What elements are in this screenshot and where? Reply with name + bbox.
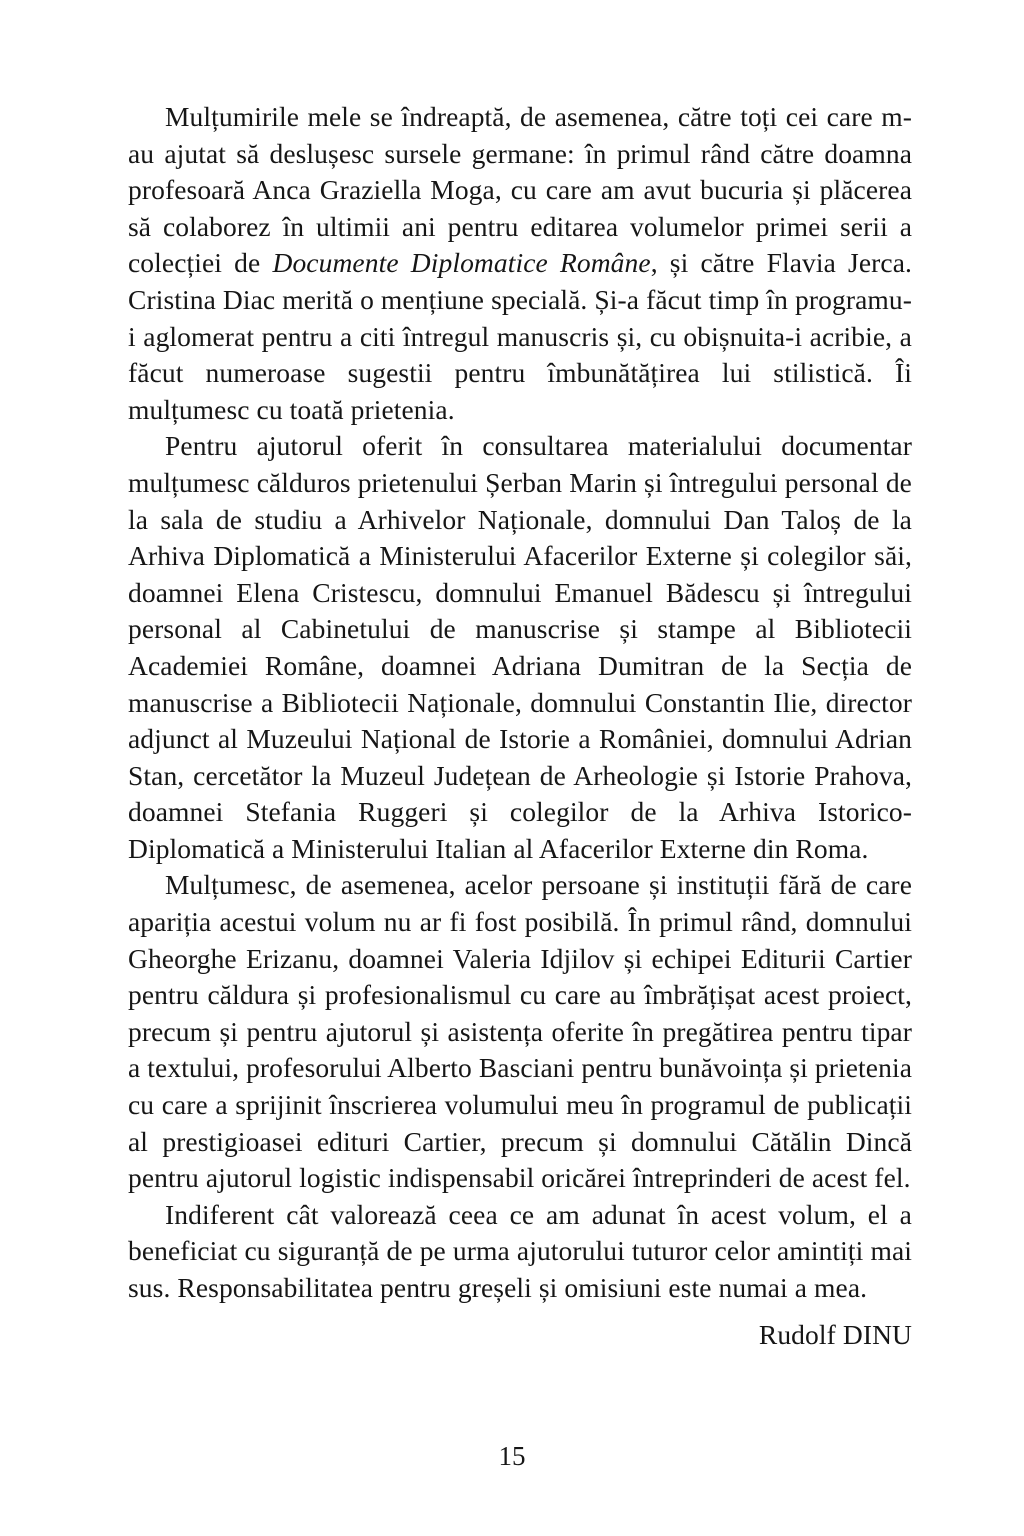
paragraph-4: Indiferent cât valorează ceea ce am adunat în acest volum, el a beneficiat cu siguranță de pe urma ajutorului tuturor celor amintiți mai sus. Responsabilitatea pentru greșeli și omisiuni este numai a mea. [128,1198,912,1303]
paragraph-3: Mulțumesc, de asemenea, acelor persoane și instituții fără de care apariția acestui volum nu ar fi fost posibilă. În primul rând, domnului Gheorghe Erizanu, doamnei Valeria Idjilov și echipei Editurii Cartier pentru căldura și profesionalismul cu care au îmbrățișat acest proiect, precum și pentru ajutorul și asistența oferite în pregătirea pentru tipar a textului, profesorului Alberto Basciani pentru bunăvoința și prietenia cu care a sprijinit înscrierea volumului meu în programul de publicații al prestigioasei edituri Cartier, precum și domnului Cătălin Dincă pentru ajutorul logistic indispensabil oricărei întreprinderi de acest fel. [128,869,912,1194]
page-number: 15 [498,1441,526,1471]
paragraph-1 [128,99,912,428]
paragraph-1-text-before-title: Mulțumirile mele se îndreaptă, de asemenea, către toți cei care m-au ajutat să deslușesc sursele germane: în primul rând către doamna profesoară Anca Graziella Moga, cu care am avut bucuria și plăcerea să colaborez în ultimii ani pentru editarea volumelor primei serii a colecției de [128,101,912,279]
paragraph-2: Pentru ajutorul oferit în consultarea materialului documentar mulțumesc călduros prietenului Șerban Marin și întregului personal de la sala de studiu a Arhivelor Naționale, domnului Dan Taloș de la Arhiva Diplomatică a Ministerului Afacerilor Externe și colegilor săi, doamnei Elena Cristescu, domnului Emanuel Bădescu și întregului personal al Cabinetului de manuscrise și stampe al Bibliotecii Academiei Române, doamnei Adriana Dumitran de la Secția de manuscrise a Bibliotecii Naționale, domnului Constantin Ilie, director adjunct al Muzeului Național de Istorie a României, domnului Adrian Stan, cercetător la Muzeul Județean de Arheologie și Istorie Prahova, doamnei Stefania Ruggeri și colegilor de la Arhiva Istorico-Diplomatică a Ministerului Italian al Afacerilor Externe din Roma. [128,430,912,864]
paragraph-1-text-after-title: , și către Flavia Jerca. Cristina Diac merită o mențiune specială. Și-a făcut timp în programu-i aglomerat pentru a citi întregul manuscris și, cu obișnuita-i acribie, a făcut numeroase sugestii pentru îmbunătățirea lui stilistică. Îi mulțumesc cu toată prietenia. [128,247,913,425]
collection-title-italic: Documente Diplomatice Române [272,247,651,279]
acknowledgments-text-block [128,99,912,1353]
author-signature: Rudolf DINU [758,1318,912,1350]
